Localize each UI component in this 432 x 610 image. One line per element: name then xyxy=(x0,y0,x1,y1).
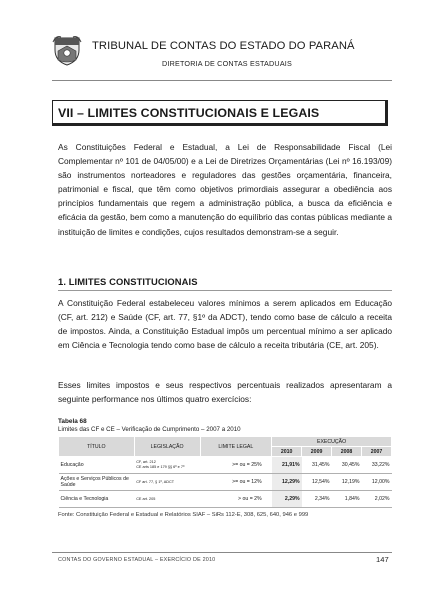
header-execucao: EXECUÇÃO xyxy=(272,437,392,447)
header-year-2007: 2007 xyxy=(361,447,391,457)
row-value-2007: 12,00% xyxy=(361,474,391,491)
intro-paragraph: As Constituições Federal e Estadual, a Lei de Responsabilidade Fiscal (Lei Complementar nº 101 de 04/05/00) e a Lei de Diretrizes Orçamentárias (Lei nº 16.193/09) são instrumentos norteadores e reguladores das gestões orçamentária, financeira, patrimonial e fiscal, que têm como objetivos primordiais assegurar a obediência aos princípios fundamentais que regem a administração pública, a busca da eficiência e eficácia da gestão, bem como a manutenção do equilíbrio das contas públicas mediante a instituição de limites e condições, cujos resultados demonstram-se a seguir. xyxy=(58,142,392,237)
footer-divider xyxy=(52,552,392,553)
table-row xyxy=(59,474,392,491)
table-row xyxy=(59,491,392,508)
table-row xyxy=(59,457,392,474)
row-limit: >= ou = 12% xyxy=(200,474,272,491)
row-value-2009: 12,54% xyxy=(302,474,332,491)
row-value-2008: 1,84% xyxy=(332,491,362,508)
performance-paragraph: Esses limites impostos e seus respectivos percentuais realizados apresentaram a seguinte performance nos últimos quatro exercícios: xyxy=(58,380,392,405)
header-titulo: TÍTULO xyxy=(59,437,135,457)
row-value-2007: 33,22% xyxy=(361,457,391,474)
page-number: 147 xyxy=(376,555,389,564)
header-legislacao: LEGISLAÇÃO xyxy=(134,437,200,457)
section-title: VII – LIMITES CONSTITUCIONAIS E LEGAIS xyxy=(58,106,320,120)
constitutional-paragraph: A Constituição Federal estabeleceu valores mínimos a serem aplicados em Educação (CF, art. 212) e Saúde (CF, art. 77, §1º da ADCT), tendo como base de cálculo a receita de impostos. Ainda, a Constituição Estadual impôs um percentual mínimo a ser aplicado em Ciência e Tecnologia tendo como base de cálculo a receita tributária (CE, art. 205). xyxy=(58,298,392,351)
row-limit: >= ou = 25% xyxy=(200,457,272,474)
subsection-heading: 1. LIMITES CONSTITUCIONAIS xyxy=(58,276,198,287)
row-value-2010: 2,29% xyxy=(272,491,302,508)
row-value-2008: 30,45% xyxy=(332,457,362,474)
row-legislation: CF, art. 212 CE arts 185 e 179 §§ 6º e 7º xyxy=(134,457,200,474)
header-year-2010: 2010 xyxy=(272,447,302,457)
org-subtitle: DIRETORIA DE CONTAS ESTADUAIS xyxy=(162,59,293,68)
row-title: Educação xyxy=(59,457,135,474)
limits-table xyxy=(58,436,392,508)
row-value-2009: 2,34% xyxy=(302,491,332,508)
footer-text: CONTAS DO GOVERNO ESTADUAL – EXERCÍCIO DE 2010 xyxy=(58,557,216,563)
subsection-divider xyxy=(58,290,392,291)
row-legislation: CE art. 205 xyxy=(134,491,200,508)
table-subcaption: Limites das CF e CE – Verificação de Cumprimento – 2007 a 2010 xyxy=(58,426,241,433)
header-year-2008: 2008 xyxy=(332,447,362,457)
row-value-2007: 2,02% xyxy=(361,491,391,508)
org-title: TRIBUNAL DE CONTAS DO ESTADO DO PARANÁ xyxy=(92,40,355,52)
row-title: Ações e Serviços Públicos de Saúde xyxy=(59,474,135,491)
row-value-2010: 21,91% xyxy=(272,457,302,474)
header-year-2009: 2009 xyxy=(302,447,332,457)
header-limite: LIMITE LEGAL xyxy=(200,437,272,457)
row-value-2010: 12,29% xyxy=(272,474,302,491)
row-value-2009: 31,45% xyxy=(302,457,332,474)
table-caption: Tabela 68 xyxy=(58,418,87,425)
row-value-2008: 12,19% xyxy=(332,474,362,491)
parana-coat-of-arms-icon xyxy=(52,34,82,66)
row-title: Ciência e Tecnologia xyxy=(59,491,135,508)
table-source: Fonte: Constituição Federal e Estadual e Relatórios SIAF – SiRs 112-E, 308, 625, 640, 946 e 999 xyxy=(58,512,309,518)
row-legislation: CF art. 77, § 1º, ADCT xyxy=(134,474,200,491)
header-divider xyxy=(52,80,392,81)
row-limit: > ou = 2% xyxy=(200,491,272,508)
